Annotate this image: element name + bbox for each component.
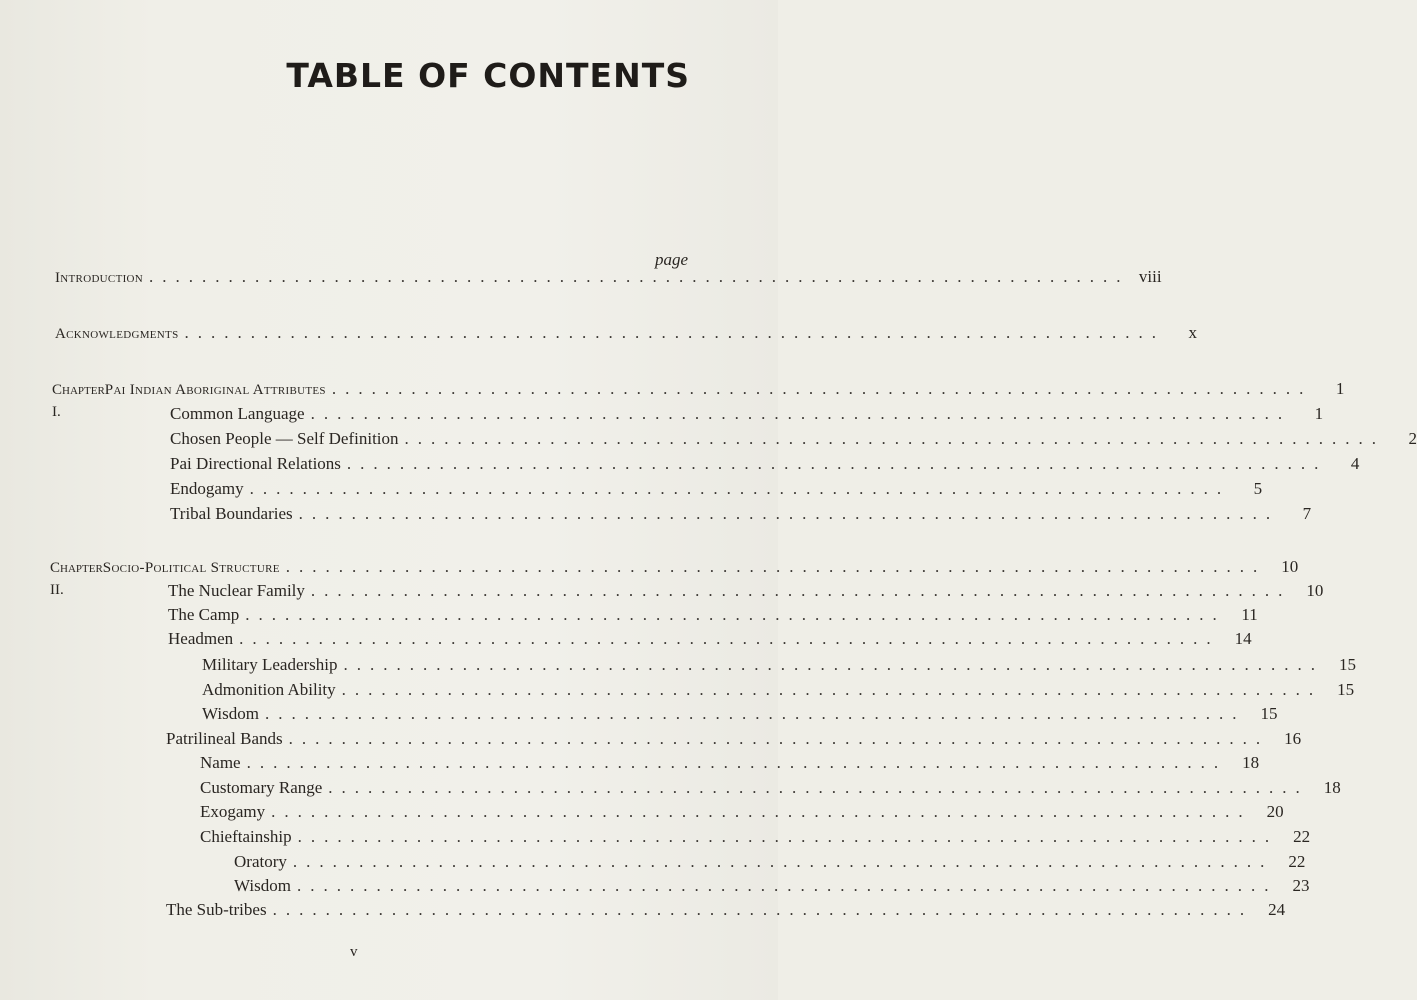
toc-entry-text: Socio-Political Structure (102, 560, 280, 576)
toc-entry-text: Wisdom (234, 876, 291, 895)
toc-page-number: 7 (1302, 504, 1312, 523)
dot-leader: .......................................................................... (184, 323, 1165, 342)
toc-entry[interactable] (166, 728, 1302, 750)
toc-entry-text: The Camp (168, 605, 240, 624)
chapter-number: Chapter II. (50, 560, 103, 598)
toc-page-number: 24 (1268, 900, 1286, 919)
toc-page-number: viii (1138, 267, 1162, 286)
toc-page-number: 1 (1314, 404, 1324, 423)
toc-entry[interactable] (202, 679, 1355, 701)
dot-leader: .......................................................................... (246, 753, 1228, 772)
toc-entry[interactable] (170, 428, 1417, 450)
dot-leader: .......................................................................... (346, 454, 1328, 473)
dot-leader: .......................................................................... (310, 404, 1292, 423)
toc-entry-text: The Sub-tribes (166, 900, 267, 919)
dot-leader: .......................................................................... (249, 479, 1231, 498)
toc-entry[interactable] (170, 478, 1263, 500)
toc-entry[interactable] (200, 777, 1341, 799)
toc-entry-text: Chosen People — Self Definition (170, 429, 399, 448)
toc-entry[interactable] (234, 875, 1310, 897)
toc-entry-text: Patrilineal Bands (166, 729, 283, 748)
toc-page-number: 2 (1408, 429, 1417, 448)
toc-entry-acknowledgments[interactable] (55, 322, 1197, 344)
toc-entry[interactable] (202, 703, 1278, 725)
toc-entry-introduction[interactable] (55, 266, 1162, 288)
toc-entry[interactable] (170, 503, 1312, 525)
toc-page-number: x (1188, 323, 1197, 342)
toc-page-number: 10 (1306, 581, 1324, 600)
toc-entry-text: Wisdom (202, 704, 259, 723)
dot-leader: .......................................................................... (285, 557, 1267, 576)
dot-leader: .......................................................................... (298, 504, 1280, 523)
toc-page-number: 15 (1337, 680, 1355, 699)
toc-page-number: 18 (1323, 778, 1341, 797)
dot-leader: .......................................................................... (245, 605, 1226, 624)
toc-entry-text: Pai Directional Relations (170, 454, 341, 473)
dot-leader: .......................................................................... (343, 655, 1324, 674)
toc-page-number: 23 (1292, 876, 1310, 895)
toc-page-number: 20 (1266, 802, 1284, 821)
toc-entry[interactable] (170, 403, 1324, 425)
toc-page-number: 18 (1242, 753, 1260, 772)
toc-entry[interactable] (200, 752, 1260, 774)
dot-leader: .......................................................................... (297, 827, 1279, 846)
toc-page-number: 11 (1241, 605, 1258, 624)
toc-page-number: 4 (1350, 454, 1360, 473)
dot-leader: .......................................................................... (404, 429, 1386, 448)
dot-leader: .......................................................................... (328, 778, 1309, 797)
toc-entry-text: Introduction (55, 270, 144, 286)
toc-page-number: 14 (1234, 629, 1252, 648)
dot-leader: .......................................................................... (264, 704, 1246, 723)
toc-entry[interactable] (168, 604, 1258, 626)
toc-entry[interactable] (166, 899, 1286, 921)
toc-entry[interactable] (202, 654, 1356, 676)
toc-entry[interactable] (168, 628, 1252, 650)
toc-entry-text: The Nuclear Family (168, 581, 305, 600)
toc-entry-text: Pai Indian Aboriginal Attributes (104, 382, 326, 398)
toc-entry-text: Exogamy (200, 802, 266, 821)
toc-entry[interactable] (234, 851, 1306, 873)
toc-entry-text: Common Language (170, 404, 305, 423)
dot-leader: .......................................................................... (310, 581, 1292, 600)
dot-leader: .......................................................................... (288, 729, 1270, 748)
toc-entry-text: Acknowledgments (55, 326, 179, 342)
dot-leader: .......................................................................... (341, 680, 1323, 699)
toc-entry-text: Military Leadership (202, 655, 338, 674)
toc-page-number: 22 (1288, 852, 1306, 871)
toc-entry[interactable] (200, 801, 1284, 823)
toc-page-number: 15 (1339, 655, 1356, 674)
dot-leader: .......................................................................... (296, 876, 1278, 895)
toc-entry-text: Admonition Ability (202, 680, 336, 699)
dot-leader: .......................................................................... (272, 900, 1254, 919)
toc-entry[interactable] (170, 453, 1360, 475)
dot-leader: .......................................................................... (292, 852, 1274, 871)
toc-entry-text: Name (200, 753, 241, 772)
dot-leader: .......................................................................... (239, 629, 1220, 648)
toc-entry-text: Tribal Boundaries (170, 504, 293, 523)
toc-entry[interactable] (168, 580, 1324, 602)
toc-page-number: 5 (1253, 479, 1263, 498)
toc-page-number: 1 (1335, 379, 1345, 398)
toc-page-number: 10 (1281, 557, 1299, 576)
page-title: TABLE OF CONTENTS (286, 56, 690, 95)
toc-entry-text: Headmen (168, 629, 234, 648)
dot-leader: .......................................................................... (331, 379, 1313, 398)
dot-leader: .......................................................................... (271, 802, 1252, 821)
toc-page-number: 22 (1293, 827, 1311, 846)
toc-page-number: 15 (1260, 704, 1278, 723)
toc-entry[interactable] (200, 826, 1311, 848)
dot-leader: .......................................................................... (149, 267, 1130, 286)
page-column-heading: page (654, 250, 688, 269)
page-number-footer: v (350, 944, 358, 960)
chapter-number: Chapter I. (52, 382, 105, 420)
toc-entry-text: Customary Range (200, 778, 323, 797)
toc-page-number: 16 (1284, 729, 1302, 748)
toc-entry-text: Chieftainship (200, 827, 292, 846)
toc-entry-text: Endogamy (170, 479, 244, 498)
toc-entry-text: Oratory (234, 852, 287, 871)
